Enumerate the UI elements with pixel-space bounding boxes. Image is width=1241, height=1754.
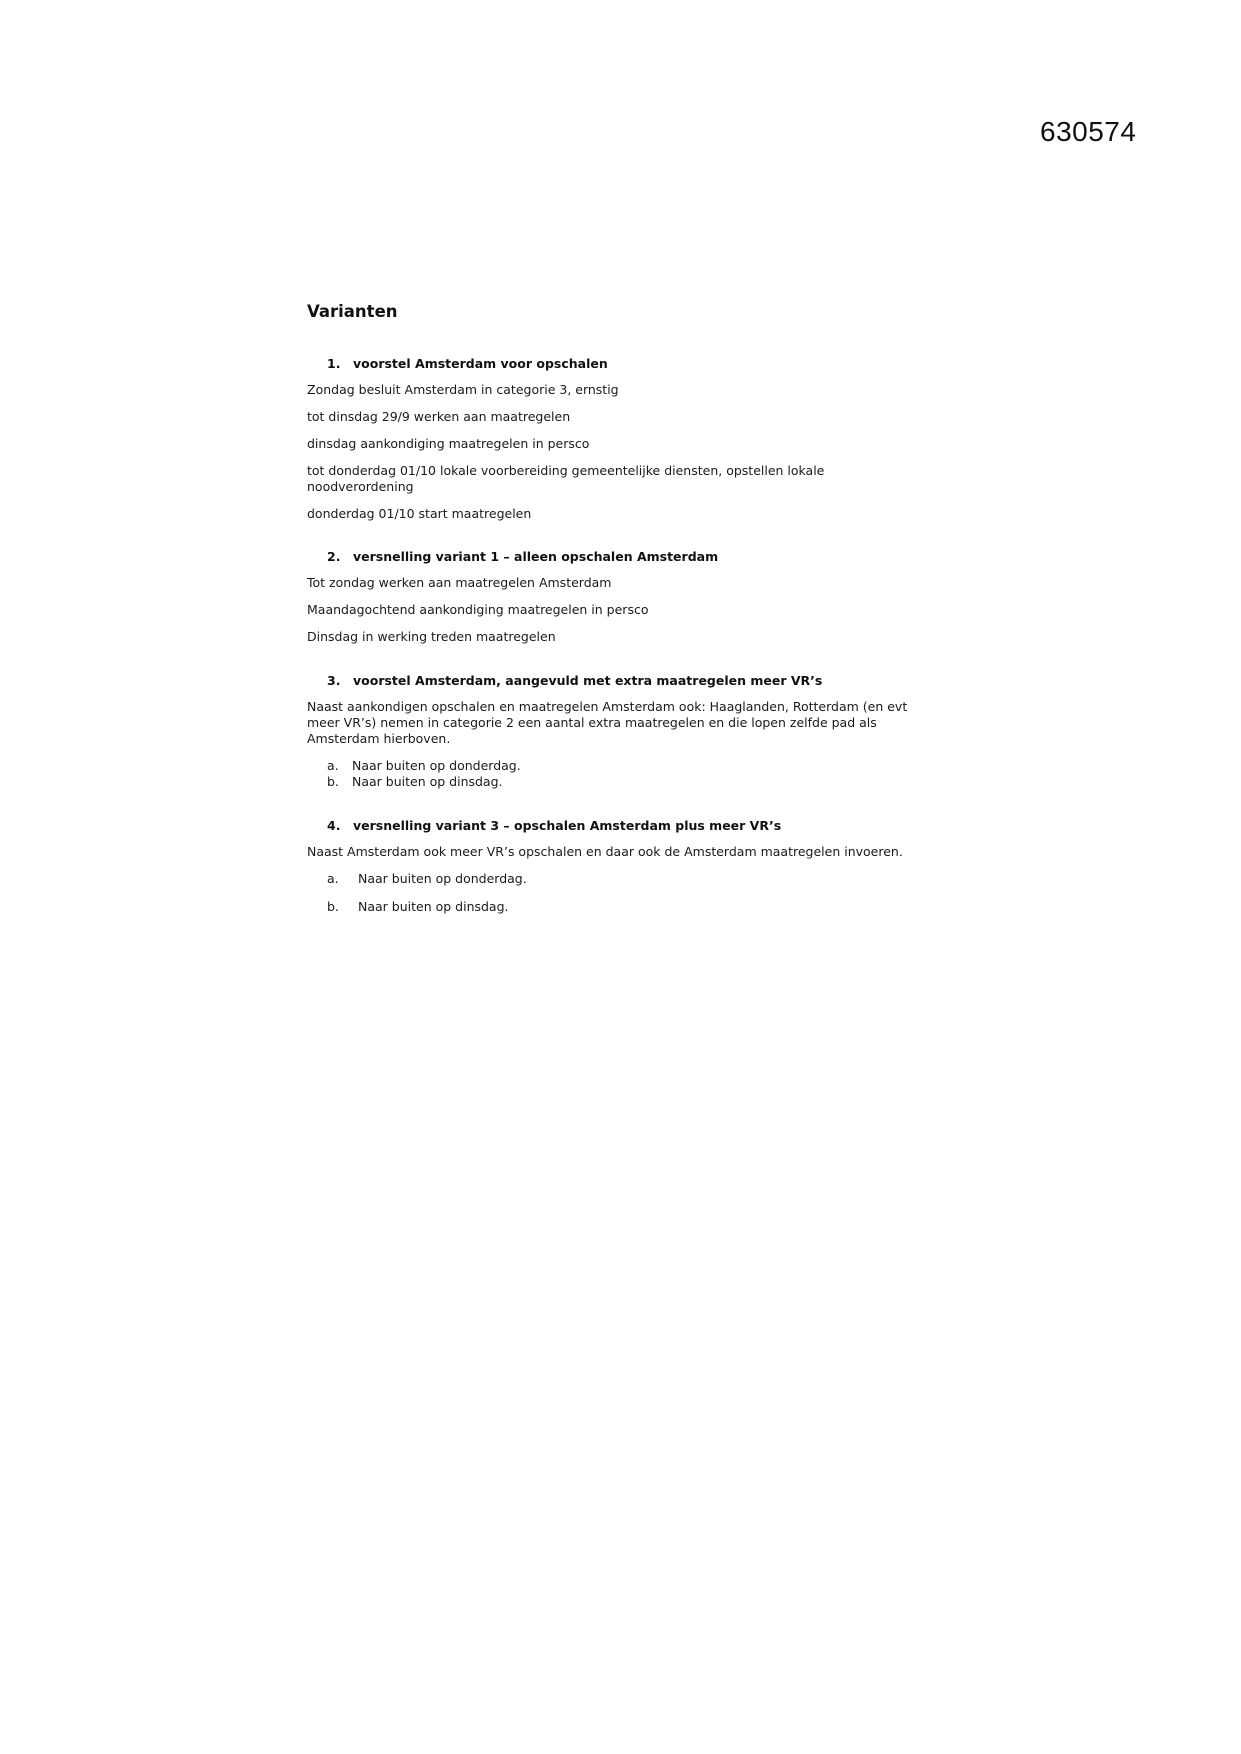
- list-letter: b.: [327, 899, 339, 914]
- paragraph: dinsdag aankondiging maatregelen in persco: [307, 436, 590, 451]
- option-list: [307, 758, 927, 790]
- list-item: [327, 774, 927, 790]
- document-body: [307, 302, 927, 927]
- section-number: 4.: [327, 818, 341, 833]
- paragraph: Dinsdag in werking treden maatregelen: [307, 629, 556, 644]
- list-item-text: Naar buiten op donderdag.: [352, 758, 521, 773]
- list-letter: a.: [327, 871, 339, 886]
- section-title: voorstel Amsterdam voor opschalen: [353, 356, 608, 371]
- paragraph: Naast Amsterdam ook meer VR’s opschalen en daar ook de Amsterdam maatregelen invoeren.: [307, 844, 903, 859]
- list-item: [327, 758, 927, 774]
- option-list: [307, 871, 927, 915]
- page-title: Varianten: [307, 302, 398, 321]
- list-letter: b.: [327, 774, 339, 789]
- section-heading: [327, 356, 927, 371]
- section-title: voorstel Amsterdam, aangevuld met extra maatregelen meer VR’s: [353, 673, 823, 688]
- section-title: versnelling variant 1 – alleen opschalen Amsterdam: [353, 549, 719, 564]
- list-item: [327, 899, 927, 915]
- section-2: [307, 549, 927, 645]
- list-item: [327, 871, 927, 887]
- paragraph: donderdag 01/10 start maatregelen: [307, 506, 532, 521]
- section-number: 3.: [327, 673, 341, 688]
- paragraph: tot donderdag 01/10 lokale voorbereiding gemeentelijke diensten, opstellen lokale noodverordening: [307, 463, 825, 494]
- section-1: [307, 356, 927, 522]
- paragraph: Tot zondag werken aan maatregelen Amsterdam: [307, 575, 612, 590]
- section-heading: [327, 673, 927, 688]
- paragraph: tot dinsdag 29/9 werken aan maatregelen: [307, 409, 571, 424]
- paragraph: Maandagochtend aankondiging maatregelen in persco: [307, 602, 649, 617]
- list-item-text: Naar buiten op dinsdag.: [352, 774, 503, 789]
- paragraph: Zondag besluit Amsterdam in categorie 3, ernstig: [307, 382, 619, 397]
- list-item-text: Naar buiten op donderdag.: [358, 871, 527, 886]
- section-3: [307, 673, 927, 790]
- paragraph: Naast aankondigen opschalen en maatregelen Amsterdam ook: Haaglanden, Rotterdam (en evt meer VR’s) nemen in categorie 2 een aantal extra maatregelen en die lopen zelfde pad als Amsterdam hierboven.: [307, 699, 908, 746]
- section-heading: [327, 549, 927, 564]
- section-heading: [327, 818, 927, 833]
- section-title: versnelling variant 3 – opschalen Amsterdam plus meer VR’s: [353, 818, 782, 833]
- section-number: 1.: [327, 356, 341, 371]
- list-letter: a.: [327, 758, 339, 773]
- section-number: 2.: [327, 549, 341, 564]
- list-item-text: Naar buiten op dinsdag.: [358, 899, 509, 914]
- section-4: [307, 818, 927, 915]
- document-id: 630574: [1040, 116, 1137, 147]
